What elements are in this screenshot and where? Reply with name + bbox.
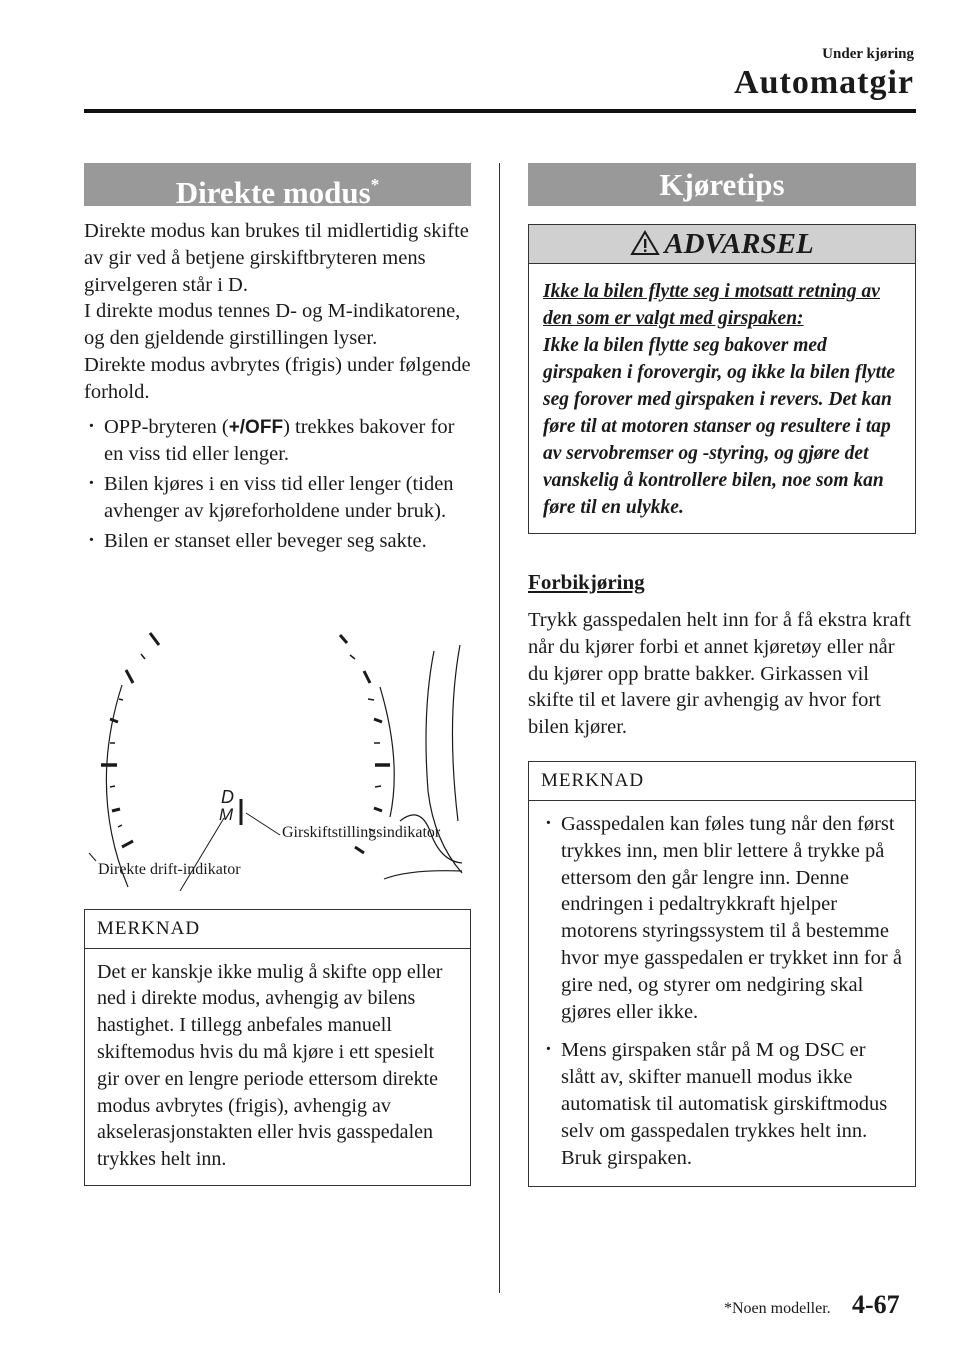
- footnote-mark: *: [370, 175, 380, 194]
- right-column: [528, 163, 916, 1187]
- section-label: Under kjøring: [822, 46, 914, 62]
- intro-paragraph-3: Direkte modus avbrytes (frigis) under følgende forhold.: [84, 353, 471, 403]
- warning-lead: Ikke la bilen flytte seg i motsatt retning av den som er valgt med girspaken:: [543, 281, 880, 329]
- warning-triangle-icon: [630, 230, 660, 256]
- column-divider: [499, 163, 500, 1293]
- indicator-m: M: [219, 804, 234, 824]
- list-item: [84, 414, 471, 469]
- left-column: [84, 163, 471, 1186]
- instrument-cluster-figure: [84, 591, 474, 891]
- chapter-title: Automatgir: [734, 64, 914, 101]
- note-heading: MERKNAD: [85, 910, 470, 949]
- direct-mode-title: Direkte modus: [175, 175, 371, 210]
- gear-position-indicator-label: Girskiftstillingsindikator: [282, 823, 441, 841]
- list-item: · Bilen kjøres i en viss tid eller lenger (tiden avhenger av kjøreforholdene under bruk).: [84, 471, 471, 525]
- note-text: Det er kanskje ikke mulig å skifte opp eller ned i direkte modus, avhengig av bilens hastighet. I tillegg anbefales manuell skiftemodus hvis du må kjøre i ett spesielt gir over en lengre periode ettersom direkte modus avbrytes (frigis), avhengig av akselerasjonstakten eller hvis gasspedalen trykkes helt inn.: [97, 960, 443, 1171]
- list-item: · Mens girspaken står på M og DSC er slått av, skifter manuell modus ikke automatisk til automatisk girskiftmodus selv om gasspedalen trykkes helt inn. Bruk girspaken.: [541, 1037, 903, 1171]
- page-number: 4-67: [852, 1290, 900, 1319]
- up-switch-symbol: +/OFF: [228, 416, 284, 438]
- note-heading: MERKNAD: [529, 762, 915, 801]
- intro-paragraph-1: Direkte modus kan brukes til midlertidig skifte av gir ved å betjene girskiftbryteren mens girvelgeren står i D.: [84, 220, 469, 296]
- footnote: *Noen modeller.: [724, 1300, 831, 1317]
- direct-drive-indicator-label: Direkte drift-indikator: [98, 860, 241, 878]
- warning-title: ADVARSEL: [664, 228, 814, 260]
- note-box-left: [84, 909, 471, 1186]
- direct-mode-banner: [84, 163, 471, 210]
- header-rule: [84, 109, 916, 113]
- overtaking-paragraph: Trykk gasspedalen helt inn for å få ekstra kraft når du kjører forbi et annet kjøretøy eller når du kjører opp bratte bakker. Girkassen vil skifte til et lavere gir avhengig av hvor fort bilen kjører.: [528, 609, 911, 739]
- warning-heading: [529, 225, 915, 264]
- note-body: [529, 801, 915, 1186]
- warning-text: Ikke la bilen flytte seg bakover med girspaken i forovergir, og ikke la bilen flytte seg forover med girspaken i revers. Det kan føre til at motoren stanser og resultere i tap av servobremser og -styring, og gjøre det vanskelig å kontrollere bilen, noe som kan føre til en ulykke.: [543, 335, 896, 518]
- intro-paragraph-2: I direkte modus tennes D- og M-indikatorene, og den gjeldende girstillingen lyser.: [84, 300, 461, 350]
- gauge-illustration: [84, 591, 474, 891]
- list-item: · Bilen er stanset eller beveger seg sakte.: [84, 528, 471, 555]
- list-item-text: OPP-bryteren (: [104, 415, 229, 438]
- driving-tips-banner: Kjøretips: [528, 163, 916, 206]
- release-conditions-list: [84, 414, 471, 555]
- list-item: · Gasspedalen kan føles tung når den først trykkes inn, men blir lettere å trykke på ettersom den går lengre inn. Denne endringen i pedaltrykkraft hjelper motorens styringssystem til å bestemme hvor mye gasspedalen er trykket inn for å gire ned, og styrer om nedgiring skal gjøres eller ikke.: [541, 811, 903, 1025]
- indicator-d: D: [221, 786, 234, 807]
- note-box-right: [528, 761, 916, 1187]
- note-body: [85, 949, 470, 1185]
- list-item-text: ) trekkes bakover for en viss tid eller lenger.: [104, 415, 455, 466]
- warning-box: [528, 224, 916, 534]
- warning-body: [529, 264, 915, 533]
- note-list: [541, 811, 903, 1171]
- overtaking-heading: Forbikjøring: [528, 570, 645, 594]
